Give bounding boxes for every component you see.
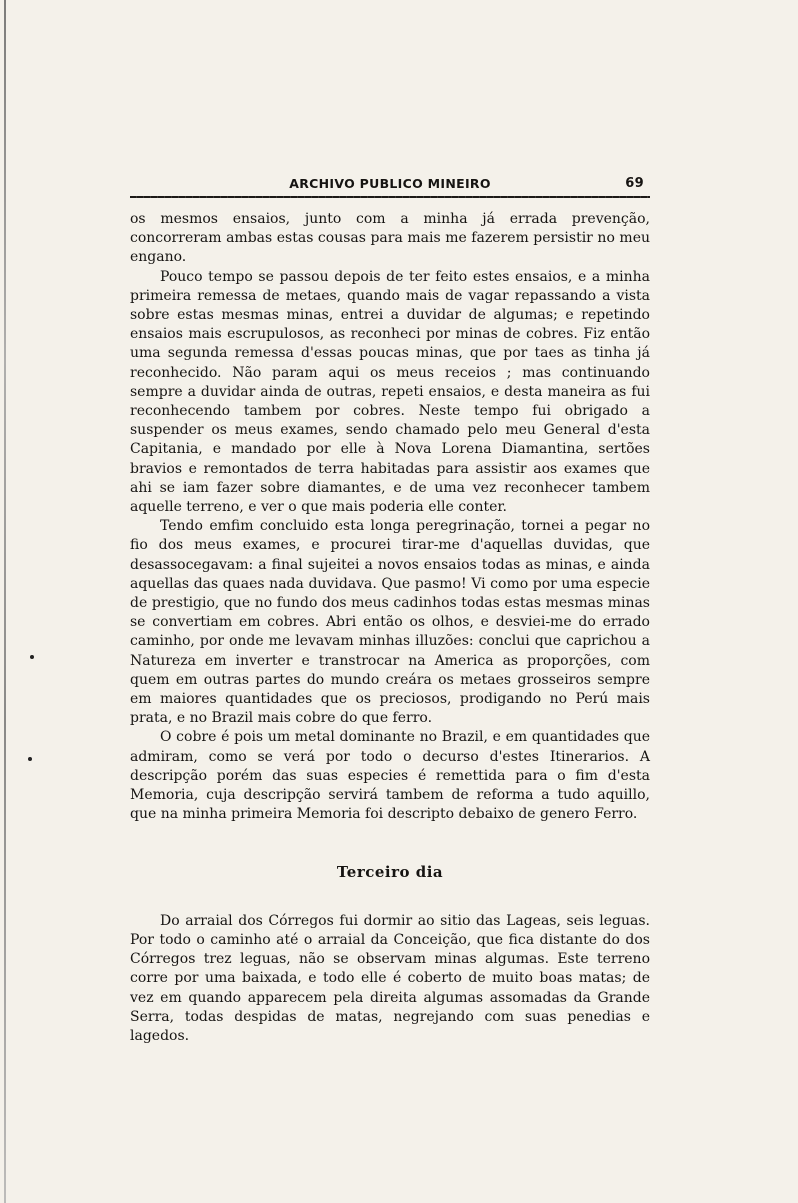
margin-mark [28, 757, 32, 761]
scan-page-edge [4, 0, 6, 1203]
paragraph: Tendo emfim concluido esta longa peregrinação, tornei a pegar no fio dos meus exames, e procurei tirar-me d'aquellas duvidas, que desassocegavam: a final sujeitei a novos ensaios todas as minas, e ainda aquellas das quaes nada duvidava. Que pasmo! Vi como por uma especie de prestigio, que no fundo dos meus cadinhos todas estas mesmas minas se convertiam em cobres. Abri então os olhos, e desviei-me do errado caminho, por onde me levavam minhas illuzões: conclui que caprichou a Natureza em inverter e transtrocar na America as proporções, com quem em outras partes do mundo creára os metaes grosseiros sempre em maiores quantidades que os preciosos, prodigando no Perú mais prata, e no Brazil mais cobre do que ferro. [130, 518, 650, 727]
header-rule [130, 196, 650, 198]
running-header [130, 172, 650, 194]
paragraph: Pouco tempo se passou depois de ter feito estes ensaios, e a minha primeira remessa de metaes, quando mais de vagar repassando a vista sobre estas mesmas minas, entrei a duvidar de algumas; e repetindo ensaios mais escrupulosos, as reconheci por minas de cobres. Fiz então uma segunda remessa d'essas poucas minas, que por taes as tinha já reconhecido. Não param aqui os meus receios ; mas continuando sempre a duvidar ainda de outras, repeti ensaios, e desta maneira as fui reconhecendo tambem por cobres. Neste tempo fui obrigado a suspender os meus exames, sendo chamado pelo meu General d'esta Capitania, e mandado por elle à Nova Lorena Diamantina, sertões bravios e remontados de terra habitadas para assistir aos exames que ahi se iam fazer sobre diamantes, e de uma vez reconhecer tambem aquelle terreno, e ver o que mais poderia elle conter. [130, 268, 650, 516]
margin-mark [30, 655, 34, 659]
section-heading: Terceiro dia [336, 862, 444, 881]
paragraph: Do arraial dos Córregos fui dormir ao sitio das Lageas, seis leguas. Por todo o caminho até o arraial da Conceição, que fica distante do dos Córregos trez leguas, não se observam minas algumas. Este terreno corre por uma baixada, e todo elle é coberto de muito boas matas; de vez em quando apparecem pela direita algumas assomadas da Grande Serra, todas despidas de matas, negrejando com suas penedias e lagedos. [130, 912, 650, 1044]
header-title: ARCHIVO PUBLICO MINEIRO [289, 176, 491, 191]
paragraph: O cobre é pois um metal dominante no Brazil, e em quantidades que admiram, como se verá por todo o decurso d'estes Itinerarios. A descripção porém das suas especies é remettida para o fim d'esta Memoria, cuja descripção servirá tambem de reforma a tudo aquillo, que na minha primeira Memoria foi descripto debaixo de genero Ferro. [130, 729, 650, 823]
page-number: 69 [625, 176, 644, 191]
body-text [130, 210, 650, 1046]
document-page [130, 172, 650, 1046]
paragraph: os mesmos ensaios, junto com a minha já errada prevenção, concorreram ambas estas cousas para mais me fazerem persistir no meu engano. [130, 211, 650, 266]
